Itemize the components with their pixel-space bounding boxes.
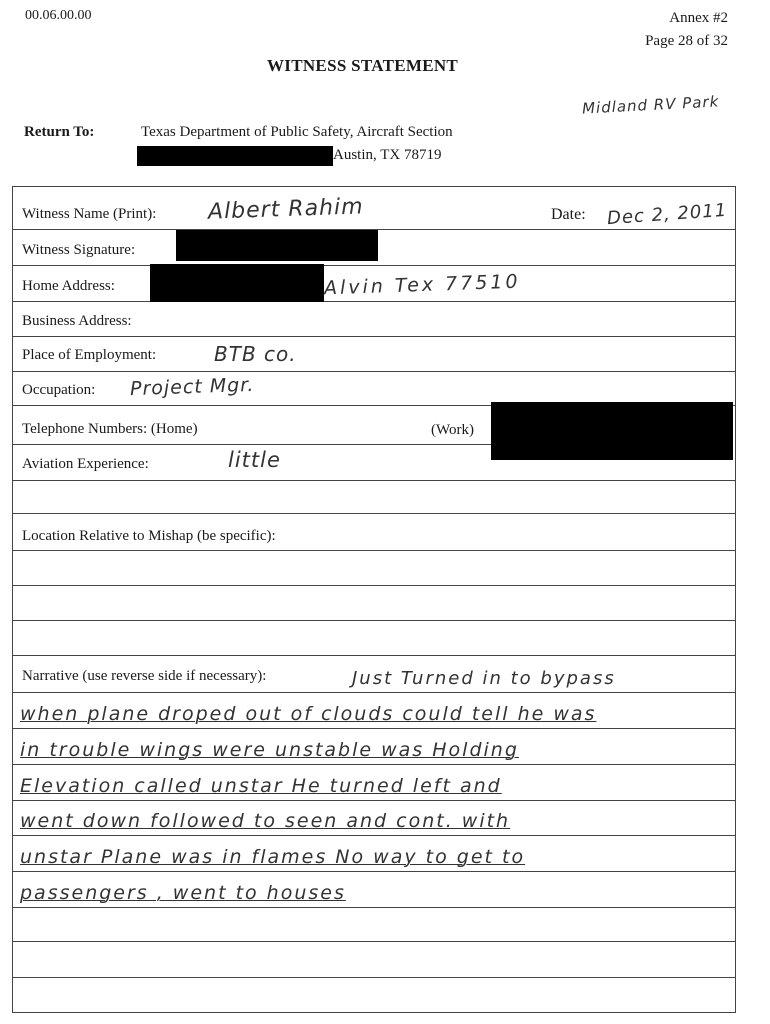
row-divider [12,800,736,801]
row-divider [12,444,492,445]
row-divider [12,301,736,302]
form-right-border [735,186,736,1012]
form-bottom-border [12,1012,736,1013]
redaction-box [137,146,333,166]
row-divider [12,977,736,978]
row-divider [12,941,736,942]
row-divider [12,371,736,372]
return-to-address-line1: Texas Department of Public Safety, Aircraft Section [141,124,453,140]
row-divider [12,480,736,481]
narrative-line: in trouble wings were unstable was Holding [20,739,519,761]
narrative-line: Elevation called unstar He turned left and [20,775,502,797]
business-address-label: Business Address: [22,313,132,329]
document-number: 00.06.00.00 [25,8,92,23]
date-label: Date: [551,206,586,223]
page-title: WITNESS STATEMENT [267,56,459,75]
telephone-home-label: Telephone Numbers: (Home) [22,421,198,437]
telephone-work-label: (Work) [431,422,474,438]
occupation-label: Occupation: [22,382,96,398]
aviation-experience-value: little [228,448,281,472]
witness-name-label: Witness Name (Print): [22,206,157,222]
page-number: Page 28 of 32 [645,33,728,49]
return-to-label: Return To: [24,124,95,140]
narrative-line: when plane droped out of clouds could tell he was [20,703,597,725]
witness-name-value: Albert Rahim [207,194,364,225]
row-divider [12,513,736,514]
occupation-value: Project Mgr. [129,373,255,401]
aviation-experience-label: Aviation Experience: [22,456,149,472]
row-divider [12,585,736,586]
home-address-label: Home Address: [22,278,115,294]
redaction-box [150,264,324,302]
row-divider [12,871,736,872]
narrative-line: Just Turned in to bypass [352,668,616,689]
form-top-border [12,186,736,187]
location-label: Location Relative to Mishap (be specific): [22,528,276,544]
narrative-label: Narrative (use reverse side if necessary): [22,668,267,684]
row-divider [12,620,736,621]
margin-note: Midland RV Park [581,92,720,118]
narrative-line: passengers , went to houses [20,882,346,904]
row-divider [12,265,736,266]
narrative-line: went down followed to seen and cont. with [20,810,511,832]
form-left-border [12,186,13,1012]
employment-value: BTB co. [214,342,297,366]
redaction-box [491,402,733,460]
row-divider [12,764,736,765]
narrative-line: unstar Plane was in flames No way to get to [20,846,526,868]
row-divider [12,336,736,337]
annex-label: Annex #2 [669,10,728,26]
date-value: Dec 2, 2011 [606,199,728,230]
witness-signature-label: Witness Signature: [22,242,136,258]
row-divider [12,692,736,693]
row-divider [12,728,736,729]
row-divider [12,655,736,656]
row-divider [12,835,736,836]
row-divider [12,907,736,908]
row-divider [12,550,736,551]
return-to-address-line2: Austin, TX 78719 [333,147,442,163]
employment-label: Place of Employment: [22,347,157,363]
home-address-value: Alvin Tex 77510 [323,270,521,300]
redaction-box [176,230,378,261]
